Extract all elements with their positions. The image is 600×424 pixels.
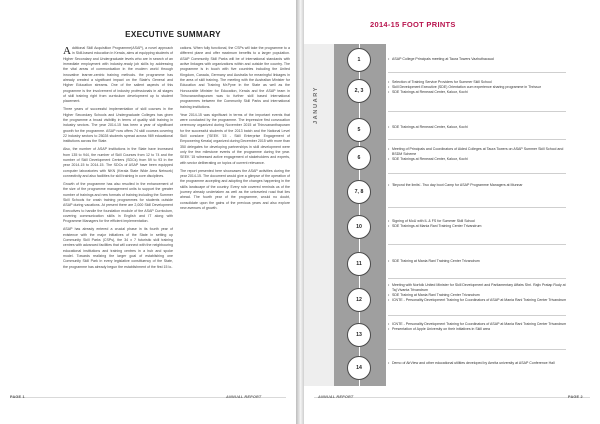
page-left [0,0,296,424]
date-circle: 6 [347,146,371,170]
event-item: • Meeting of Principals and Coordinators of Aided Colleges at Taura Towers on ASAP Summer Skill School and BSDM Scheme [388,147,568,157]
date-circle: 12 [347,288,371,312]
row-divider [388,173,566,174]
date-circle: 14 [347,356,371,380]
paragraph: Growth of the programme has also resulted in the enhancement of the size of the programme management units to support the greater number of trainings and new formats of training including the Summer Skill Schools for crash training programmes for students outside ASAP during vacations. At present there are 2,000 Skill Development Executives to handle the foundation module of the ASAP Curriculum, covering communication skills in English and IT along with Programme Managers for the efficient implementation. [63,182,173,224]
row-divider [388,278,566,279]
paragraph [63,46,173,105]
date-circle: 2, 3 [347,79,371,103]
event-item: • Presentation of Apple University on their initiatives in Skill area [388,327,568,332]
event-list [388,125,568,130]
event-item: • ICNTE - Personality Development Training for Coordinators of ASAP at Mania Rani Training Center Trivandrum [388,322,568,327]
paragraph: Year 2014-15 was significant in terms of the important events that were conducted by the programme. The impressive first convocation ceremony organized during November 2015 at Thiruvananthapuram for the successful students of the 2013 batch and the National Level Skill conclave ('SEEK '15 - Skill Enterprise Engagement of Empowering Kerala) organized during December 2015 with more than 350 delegates for developing partnerships in skill development were only the few milestone events of the programme during the year. SEEK '15 witnessed active engagement of stakeholders and experts, with sector deliberating on topics of current relevance. [180,112,291,165]
row-divider [388,111,566,112]
drop-cap: A [63,45,71,57]
date-circle: 13 [347,323,371,347]
paragraph: cations. When fully functional, the CSPs will take the programme to a different plane and offer maximum benefits to a larger population. ASAP Community Skill Parks will be of international standards with active linkages with organizations within and outside the country. The programme is in touch with five countries including the United Kingdom, Canada, Germany and Australia for meaningful linkages in the area of skill training. The meeting with the Australian Minister for Education and Training Mr.Pyne in the State as well as the Honourable Minister for Education, Kerala and the ASAP team in Thiruvananthapuram was to further skill based international programmes between the Community Skill Parks and international training institutions. [180,46,290,109]
date-circle: 11 [347,252,371,276]
row-divider [388,72,566,73]
month-label: JANUARY [313,86,319,125]
event-list [388,322,568,332]
paragraph: The report presented here showcases the ASAP activities during the year 2014-15. The document would give a glimpse of the operation of the programme accepting and adopting the changes happening in the skills landscape of the country. Every rule covered reminds us of the journey already undertaken as well as the untraveled road that lies ahead. The fourth year of the programme, would no doubt, consolidate upon the gains of the previous years and also explore new avenues of growth. [180,168,290,211]
page-title: EXECUTIVE SUMMARY [125,30,221,39]
paragraph: Also, the number of ASAP institutions in the State have increased from 135 to 944, the number of Skill Courses from 12 to 74 and the number of Skill Development Centers (SDCs) from 59 to 93 in the year 2014-15 to 2014-15. The SDCs of ASAP have been equipped computer laboratories with NKN (Kerala State Wide Area Network) connectivity and also facilities for skill training in core disciplines. [63,147,173,179]
event-list [388,57,568,62]
date-circle: 7, 8 [347,180,371,204]
event-item: • ICNTE - Personality Development Training for Coordinators of ASAP at Mania Rani Training Center Trivandrum [388,298,568,303]
date-circle: 1 [347,48,371,72]
event-item: • Signing of MoU with IL & FS for Summer Skill School [388,219,568,224]
event-list [388,80,568,95]
text-column-2 [180,46,290,214]
event-item: • SDE Trainings at Renewal Center, Kaloor, Kochi [388,125,568,130]
event-item: • Selection of Training Service Providers for Summer Skill School [388,80,568,85]
event-list [388,183,568,188]
event-item: • SDE Trainings at Renewal Center, Kaloor, Kochi [388,90,568,95]
row-divider [388,207,566,208]
paragraph-text: dditional Skill Acquisition Programme(ASAP), a novel approach in Skill-based education in Kerala, aims at equipping students of Higher Secondary and Undergraduate levels who are in search of an immediate employment with industry-ready job skills by addressing the vital areas of communication in the modern world through innovative learner-centric training methods. the programme has already created a significant impact on the State's General and Higher Education streams. One of the salient aspects of this programme is the involvement of industry professionals in all stages of skill training right from curriculum development up to student placement. [63,46,173,104]
event-item: • Skill Development Executive (SDE) Orientation cum experience sharing programme in Thrissur [388,85,568,90]
footer-report-label: ANNUAL REPORT [318,395,354,399]
page-gutter [296,0,304,424]
event-item: • ASAP College Principals meeting at Taura Towers Vazhuthacaud [388,57,568,62]
row-divider [388,139,566,140]
page-right [304,0,600,424]
date-circle: 5 [347,118,371,142]
paragraph: Three years of successful implementation of skill courses in the Higher Secondary Schools and Undergraduate Colleges has given the programme a broad visibility in terms of quality skill training in industry sectors. The year 2014-15 has been a year of significant growth for the programme. ASAP now offers 74 skill courses covering 22 industry sectors to 25028 students spread across 989 educational institutions across the State. [63,107,173,144]
row-divider [388,349,566,350]
event-list [388,147,568,162]
paragraph: ASAP has already entered a crucial phase in its fourth year of existence with the major initiatives of the State in setting up Community Skill Parks (CSPs), the 34 x 7 futuristic skill training centres with advanced facilities that will connect with the neighbouring educational institutions and training centres in a hub and spoke model. Towards realizing the larger goal of establishing one Community Skill Park in every legislative constituency of the State, the programme has already begun the establishment of the first 15 lo- [63,227,173,269]
event-item: • Meeting with Norfolk United Minister for Skill Development and Parliamentary Affairs Shri. Rajiv Pratap Rudy at Taj Vivanta Trivandrum [388,283,568,293]
footer-divider [314,397,590,398]
page-number: PAGE 1 [10,395,25,399]
section-title: 2014-15 FOOT PRINTS [370,20,456,29]
event-item: • Demo of AirView and other educational utilities developed by Amrita university at ASAP Conference Hall [388,361,568,366]
event-list [388,219,568,229]
event-list [388,259,568,264]
text-column-1 [63,46,173,273]
event-item: • SDE Training at Mania Rani Training Center Trivandrum [388,293,568,298]
row-divider [388,315,566,316]
page-number: PAGE 2 [568,395,583,399]
event-item: • SDE Trainings at Mania Rani Training Center Trivandrum [388,224,568,229]
row-divider [388,244,566,245]
footer-report-label: ANNUAL REPORT [226,395,262,399]
event-item: • 'Beyond the limits'- Two day boot Camp for ASAP Programme Managers at Munnar [388,183,568,188]
event-list [388,283,568,303]
event-item: • SDE Trainings at Renewal Center, Kaloor, Kochi [388,157,568,162]
event-item: • SDE Training at Mania Rani Training Center Trivandrum [388,259,568,264]
event-list [388,361,568,366]
date-circle: 10 [347,215,371,239]
